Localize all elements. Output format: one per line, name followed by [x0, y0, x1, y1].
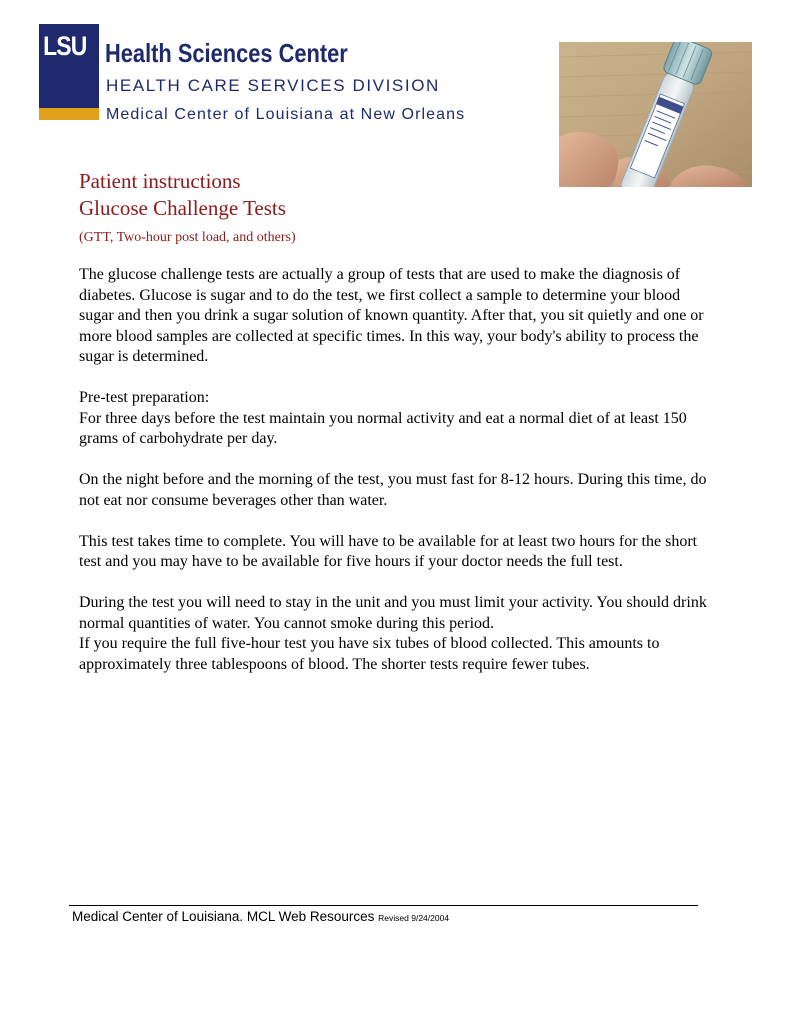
- prep-paragraph: For three days before the test maintain you normal activity and eat a normal diet of at least 150 grams of carbohydrate per day.: [79, 409, 687, 447]
- during-paragraph: During the test you will need to stay in the unit and you must limit your activity. You should drink normal quantities of water. You cannot smoke during this period.: [79, 594, 707, 632]
- page-title: [79, 168, 286, 222]
- org-location: Medical Center of Louisiana at New Orleans: [106, 106, 466, 123]
- fasting-paragraph: On the night before and the morning of the test, you must fast for 8-12 hours. During this time, do not eat nor consume beverages other than water.: [79, 471, 707, 509]
- prep-heading: Pre-test preparation:: [79, 389, 210, 406]
- lsu-logo: [39, 24, 99, 120]
- intro-paragraph: The glucose challenge tests are actually a group of tests that are used to make the diagnosis of diabetes. Glucose is sugar and to do the test, we first collect a sample to determine your blood sugar and then you drink a sugar solution of known quantity. After that, you sit quietly and one or more blood samples are collected at specific times. In this way, your body's ability to process the sugar is determined.: [79, 266, 704, 365]
- page-subtitle: (GTT, Two-hour post load, and others): [79, 230, 296, 245]
- revision-date: Revised 9/24/2004: [378, 913, 450, 923]
- duration-paragraph: This test takes time to complete. You will have to be available for at least two hours for the short test and you may have to be available for five hours if your doctor needs the full test.: [79, 532, 698, 570]
- logo-text: LSU: [43, 31, 87, 61]
- footer-divider: [69, 905, 698, 906]
- title-line-2: Glucose Challenge Tests: [79, 196, 286, 220]
- logo-gold-bar: [39, 108, 99, 120]
- footer: [72, 909, 449, 924]
- instructions-body: [79, 265, 709, 696]
- org-division: HEALTH CARE SERVICES DIVISION: [106, 76, 440, 95]
- footer-text: Medical Center of Louisiana. MCL Web Resources: [72, 909, 375, 924]
- blood-tube-photo: [559, 42, 752, 187]
- title-line-1: Patient instructions: [79, 169, 241, 193]
- tubes-paragraph: If you require the full five-hour test you have six tubes of blood collected. This amounts to approximately three tablespoons of blood. The shorter tests require fewer tubes.: [79, 635, 660, 673]
- org-name: Health Sciences Center: [105, 38, 348, 68]
